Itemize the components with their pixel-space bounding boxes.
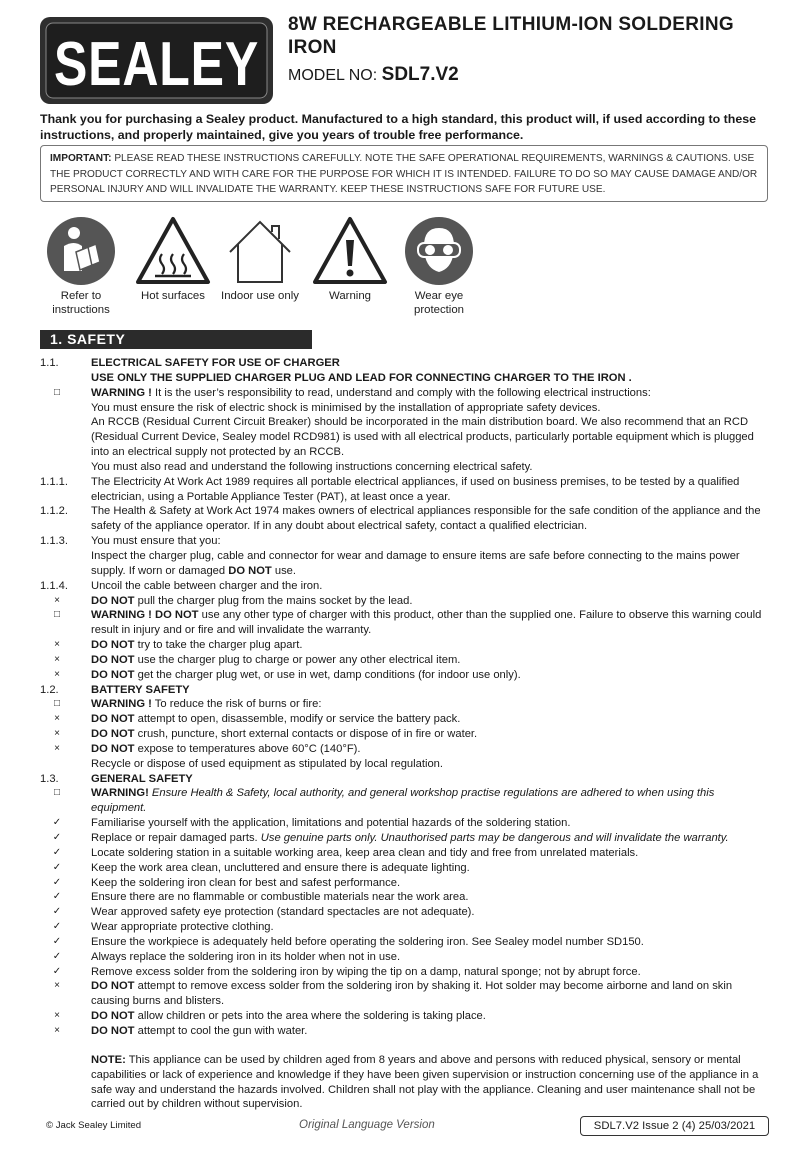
- important-text: PLEASE READ THESE INSTRUCTIONS CAREFULLY. NOTE THE SAFE OPERATIONAL REQUIREMENTS, WARNINGS & CAUTIONS. USE THE PRODUCT CORRECTLY AND WITH CARE FOR THE PURPOSE FOR WHICH IT IS INTENDED. FAILURE TO DO SO MAY CAUSE DAMAGE AND/OR PERSONAL INJURY AND WILL INVALIDATE THE WARRANTY. KEEP THESE INSTRUCTIONS SAFE FOR FUTURE USE.: [50, 153, 758, 195]
- content-line: [40, 890, 770, 905]
- body-text: Locate soldering station in a suitable working area, keep area clean and tidy and free from unrelated materials.: [91, 846, 639, 859]
- content-line: [40, 401, 770, 416]
- note-paragraph: [40, 1053, 770, 1112]
- pictogram-label: Wear eye protection: [413, 290, 465, 316]
- body-text: Ensure the workpiece is adequately held before operating the soldering iron. See Sealey model number SD150.: [91, 935, 644, 948]
- content-line: [40, 594, 770, 609]
- content-line: [40, 549, 770, 579]
- note-text: This appliance can be used by children aged from 8 years and above and persons with reduced physical, sensory or mental capabilities or lack of experience and knowledge if they have been given supervision or instruction concerning use of the appliance in a safe way and understand the hazards involved. Children shall not play with the appliance. Cleaning and user maintenance shall not be carried out by children without supervision.: [91, 1053, 759, 1111]
- checkbox-icon: □: [53, 787, 61, 799]
- emphasis-text: DO NOT: [91, 1010, 135, 1023]
- body-text: Keep the work area clean, uncluttered and ensure there is adequate lighting.: [91, 861, 470, 874]
- italic-text: Use genuine parts only. Unauthorised parts may be dangerous and will invalidate the warranty.: [260, 832, 729, 844]
- check-icon: ✓: [52, 817, 62, 829]
- content-line: [40, 415, 770, 460]
- pictogram-hot-surface: [133, 216, 213, 303]
- body-text: use the charger plug to charge or power any other electrical item.: [134, 653, 461, 666]
- body-text: pull the charger plug from the mains socket by the lead.: [134, 594, 413, 607]
- body-text: Ensure there are no flammable or combustible materials near the work area.: [91, 891, 469, 904]
- check-icon: ✓: [52, 935, 62, 947]
- body-text: Wear approved safety eye protection (standard spectacles are not adequate).: [91, 906, 475, 919]
- content-line: [40, 727, 770, 742]
- safety-content: [40, 356, 770, 1112]
- footer-issue: SDL7.V2 Issue 2 (4) 25/03/2021: [580, 1116, 769, 1136]
- italic-text: Ensure Health & Safety, local authority, and general workshop practise regulations are adhered to when using this equipment.: [91, 787, 715, 815]
- content-line: [40, 712, 770, 727]
- section-heading: 1. SAFETY: [40, 330, 312, 349]
- content-line: [40, 905, 770, 920]
- body-text: attempt to cool the gun with water.: [134, 1024, 308, 1037]
- pictogram-label: Indoor use only: [221, 290, 299, 302]
- body-text: Uncoil the cable between charger and the iron.: [91, 579, 323, 592]
- note-label: NOTE:: [91, 1053, 126, 1066]
- body-text: An RCCB (Residual Current Circuit Breaker) should be incorporated in the main distribution board. We also recommend that an RCD (Residual Current Device, Sealey model RCD981) is used with all electrical products, particularly portable equipment which is plugged into an electrical supply not protected by an RCCB.: [91, 416, 754, 459]
- model-label: MODEL NO:: [288, 67, 378, 84]
- content-line: [40, 504, 770, 534]
- body-text: You must ensure the risk of electric shock is minimised by the installation of appropriate safety devices.: [91, 401, 601, 414]
- pictogram-eye-protection: [399, 216, 479, 317]
- body-text: Always replace the soldering iron in its holder when not in use.: [91, 950, 401, 963]
- content-line: [40, 697, 770, 712]
- emphasis-text: GENERAL SAFETY: [91, 772, 193, 785]
- pictogram-instructions: [41, 216, 121, 317]
- pictogram-label: Hot surfaces: [141, 290, 205, 302]
- emphasis-text: DO NOT: [91, 713, 135, 726]
- clause-number: 1.3.: [40, 772, 59, 785]
- content-line: [40, 653, 770, 668]
- body-text: crush, puncture, short external contacts or dispose of in fire or water.: [134, 728, 478, 741]
- emphasis-text: WARNING !: [91, 386, 152, 399]
- cross-icon: ×: [54, 1010, 60, 1022]
- content-line: [40, 356, 770, 371]
- cross-icon: ×: [54, 713, 60, 725]
- clause-number: 1.2.: [40, 683, 59, 696]
- check-icon: ✓: [52, 846, 62, 858]
- content-line: [40, 371, 770, 386]
- cross-icon: ×: [54, 639, 60, 651]
- warning-icon: [312, 216, 388, 286]
- cross-icon: ×: [54, 594, 60, 606]
- model-value: SDL7.V2: [381, 64, 459, 85]
- body-text: Wear appropriate protective clothing.: [91, 921, 274, 934]
- content-line: [40, 935, 770, 950]
- content-line: [40, 831, 770, 846]
- checkbox-icon: □: [53, 698, 61, 710]
- emphasis-text: DO NOT: [91, 980, 135, 993]
- emphasis-text: DO NOT: [91, 728, 135, 741]
- check-icon: ✓: [52, 921, 62, 933]
- content-line: [40, 757, 770, 772]
- content-line: [40, 608, 770, 638]
- check-icon: ✓: [52, 965, 62, 977]
- body-text: Inspect the charger plug, cable and connector for wear and damage to ensure items are safe before connecting to the mains power supply. If worn or damaged: [91, 549, 740, 577]
- content-line: [40, 668, 770, 683]
- content-line: [40, 950, 770, 965]
- content-line: [40, 460, 770, 475]
- body-text: use any other type of charger with this product, other than the supplied one. Failure to observe this warning could result in injury and or fire and will invalidate the warranty.: [91, 609, 762, 637]
- emphasis-text: USE ONLY THE SUPPLIED CHARGER PLUG AND LEAD FOR CONNECTING CHARGER TO THE IRON .: [91, 371, 632, 384]
- content-line: [40, 965, 770, 980]
- emphasis-text: DO NOT: [91, 668, 135, 681]
- body-text: It is the user’s responsibility to read, understand and comply with the following electrical instructions:: [151, 386, 651, 399]
- instructions-icon: [46, 216, 116, 286]
- pictogram-indoor: [220, 216, 300, 303]
- content-line: [40, 683, 770, 698]
- body-text: Familiarise yourself with the application, limitations and potential hazards of the soldering station.: [91, 817, 571, 830]
- check-icon: ✓: [52, 906, 62, 918]
- body-text: The Electricity At Work Act 1989 requires all portable electrical appliances, if used on business premises, to be tested by a qualified electrician, using a Portable Appliance Tester (PAT), at least once a year.: [91, 475, 740, 503]
- content-line: [40, 386, 770, 401]
- important-label: IMPORTANT:: [50, 153, 112, 164]
- cross-icon: ×: [54, 1024, 60, 1036]
- safety-pictograms: [40, 216, 480, 326]
- emphasis-text: DO NOT: [91, 594, 135, 607]
- body-text: attempt to open, disassemble, modify or service the battery pack.: [134, 713, 461, 726]
- sealey-logo: [40, 17, 273, 104]
- emphasis-text: ELECTRICAL SAFETY FOR USE OF CHARGER: [91, 357, 340, 369]
- emphasis-text: DO NOT: [91, 1024, 135, 1037]
- emphasis-text: WARNING!: [91, 787, 149, 800]
- clause-number: 1.1.4.: [40, 579, 68, 592]
- content-line: [40, 742, 770, 757]
- pictogram-warning: [310, 216, 390, 303]
- eye-protection-icon: [404, 216, 474, 286]
- body-text: Remove excess solder from the soldering iron by wiping the tip on a damp, natural sponge; not by abrupt force.: [91, 965, 641, 978]
- clause-number: 1.1.3.: [40, 535, 68, 548]
- emphasis-text: DO NOT: [91, 639, 135, 652]
- intro-text: Thank you for purchasing a Sealey product. Manufactured to a high standard, this product will, if used according to these instructions, and properly maintained, give you years of trouble free performance.: [40, 112, 756, 142]
- clause-number: 1.1.2.: [40, 505, 68, 518]
- body-text: get the charger plug wet, or use in wet, damp conditions (for indoor use only).: [134, 668, 521, 681]
- footer-copyright: © Jack Sealey Limited: [46, 1120, 142, 1131]
- body-text: expose to temperatures above 60°C (140°F).: [134, 742, 361, 755]
- content-line: [40, 638, 770, 653]
- body-text: You must ensure that you:: [91, 535, 221, 548]
- content-line: [40, 786, 770, 816]
- content-line: [40, 861, 770, 876]
- body-text: Keep the soldering iron clean for best and safest performance.: [91, 876, 401, 889]
- check-icon: ✓: [52, 891, 62, 903]
- content-line: [40, 876, 770, 891]
- pictogram-label: Refer to instructions: [52, 290, 110, 316]
- pictogram-label: Warning: [329, 290, 371, 302]
- body-text: Recycle or dispose of used equipment as stipulated by local regulation.: [91, 757, 443, 770]
- content-line: [40, 579, 770, 594]
- content-line: [40, 816, 770, 831]
- check-icon: ✓: [52, 861, 62, 873]
- emphasis-text: DO NOT: [91, 653, 135, 666]
- hot-surface-icon: [135, 216, 211, 286]
- content-line: [40, 920, 770, 935]
- body-text: use.: [271, 564, 297, 577]
- check-icon: ✓: [52, 876, 62, 888]
- emphasis-text: DO NOT: [91, 742, 135, 755]
- body-text: allow children or pets into the area where the soldering is taking place.: [134, 1010, 486, 1023]
- emphasis-text: WARNING !: [91, 698, 152, 711]
- body-text: Replace or repair damaged parts.: [91, 832, 261, 844]
- body-text: attempt to remove excess solder from the soldering iron by shaking it. Hot solder may become airborne and land on skin causing burns and blisters.: [91, 980, 733, 1008]
- indoor-use-icon: [224, 216, 296, 286]
- clause-number: 1.1.: [40, 357, 59, 369]
- emphasis-text: BATTERY SAFETY: [91, 683, 190, 696]
- cross-icon: ×: [54, 668, 60, 680]
- footer-version: Original Language Version: [299, 1119, 435, 1131]
- svg-text:SEALEY: SEALEY: [54, 30, 259, 99]
- checkbox-icon: □: [53, 386, 61, 398]
- cross-icon: ×: [54, 728, 60, 740]
- content-line: [40, 846, 770, 861]
- body-text: To reduce the risk of burns or fire:: [151, 698, 322, 711]
- content-line: [40, 475, 770, 505]
- important-notice: [40, 145, 768, 202]
- emphasis-text: DO NOT: [228, 564, 272, 577]
- content-line: [40, 1024, 770, 1039]
- body-text: You must also read and understand the following instructions concerning electrical safety.: [91, 460, 533, 473]
- content-line: [40, 1009, 770, 1024]
- model-number: [288, 64, 459, 86]
- content-line: [40, 979, 770, 1009]
- document-title: 8W RECHARGEABLE LITHIUM-ION SOLDERING IRON: [288, 14, 734, 58]
- body-text: try to take the charger plug apart.: [134, 639, 303, 652]
- cross-icon: ×: [54, 653, 60, 665]
- checkbox-icon: □: [53, 609, 61, 621]
- body-text: The Health & Safety at Work Act 1974 makes owners of electrical appliances responsible for the safe condition of the appliance and the safety of the appliance operator. If in any doubt about electrical safety, contact a qualified electrician.: [91, 505, 761, 533]
- cross-icon: ×: [54, 980, 60, 992]
- content-line: [40, 772, 770, 787]
- cross-icon: ×: [54, 742, 60, 754]
- emphasis-text: WARNING ! DO NOT: [91, 609, 199, 622]
- check-icon: ✓: [52, 832, 62, 843]
- clause-number: 1.1.1.: [40, 475, 68, 488]
- content-line: [40, 534, 770, 549]
- check-icon: ✓: [52, 950, 62, 962]
